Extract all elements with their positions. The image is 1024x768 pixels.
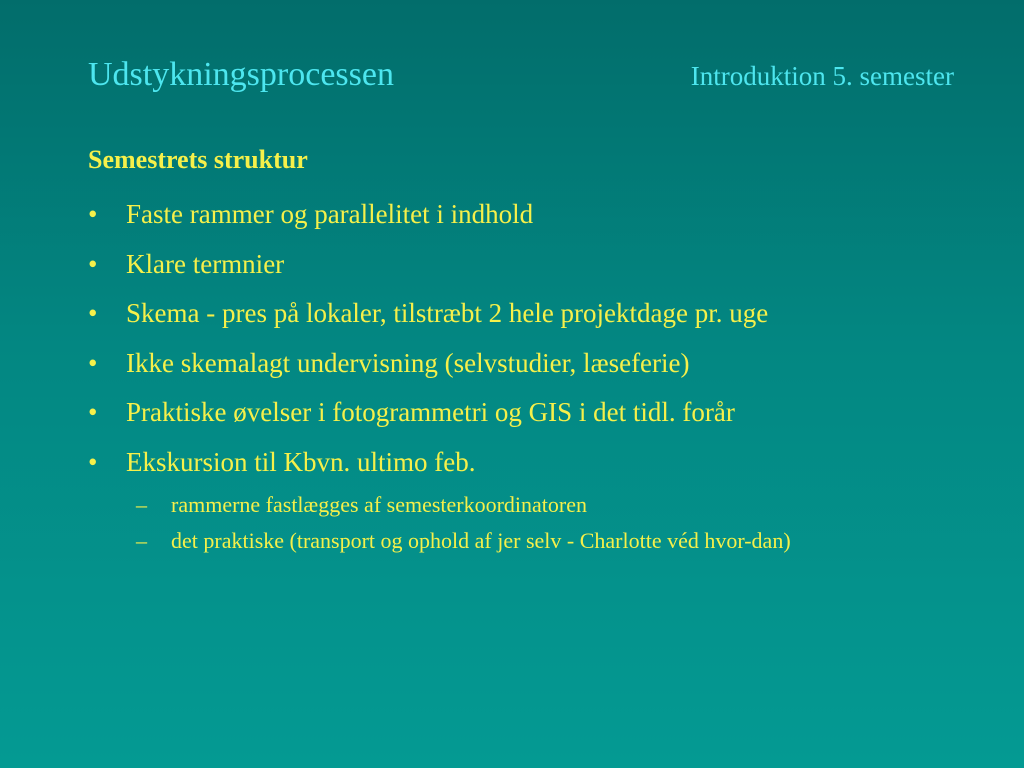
bullet-text: Praktiske øvelser i fotogrammetri og GIS i det tidl. forår: [126, 397, 735, 427]
dash-icon: –: [136, 492, 147, 517]
slide-subtitle: Introduktion 5. semester: [690, 61, 954, 91]
bullet-text: Ekskursion til Kbvn. ultimo feb.: [126, 446, 476, 477]
bullet-item: [86, 347, 966, 397]
bullet-text: Ikke skemalagt undervisning (selvstudier, læseferie): [126, 347, 690, 378]
bullet-item: [86, 446, 966, 496]
sub-bullet-item: [136, 525, 936, 557]
bullet-text: Skema - pres på lokaler, tilstræbt 2 hele projektdage pr. uge: [126, 298, 769, 328]
bullet-item: [86, 396, 966, 446]
bullet-item: [86, 297, 966, 347]
sub-bullet-list: [136, 489, 936, 561]
sub-bullet-text: det praktiske (transport og ophold af jer selv - Charlotte véd hvor-dan): [171, 528, 791, 553]
slide-title: Udstykningsprocessen: [88, 56, 394, 93]
bullet-icon: •: [88, 397, 98, 427]
dash-icon: –: [136, 528, 147, 553]
bullet-item: [86, 198, 966, 248]
sub-bullet-text: rammerne fastlægges af semesterkoordinatoren: [171, 492, 588, 517]
bullet-icon: •: [88, 347, 98, 378]
bullet-icon: •: [88, 446, 98, 477]
bullet-text: Faste rammer og parallelitet i indhold: [126, 199, 534, 229]
bullet-icon: •: [88, 298, 98, 328]
bullet-text: Klare termnier: [126, 248, 285, 279]
bullet-icon: •: [88, 199, 98, 229]
bullet-list: [86, 198, 966, 495]
section-heading: Semestrets struktur: [88, 145, 308, 174]
bullet-icon: •: [88, 248, 98, 279]
sub-bullet-item: [136, 489, 936, 521]
bullet-item: [86, 248, 966, 298]
